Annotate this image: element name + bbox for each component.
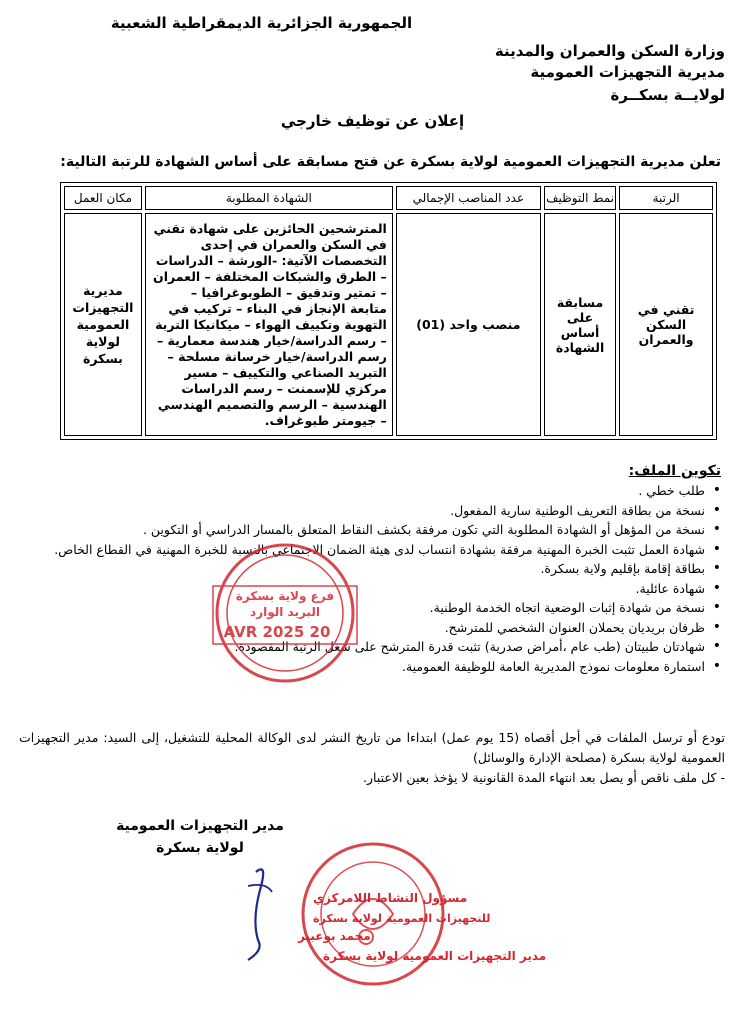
header-certificate: الشهادة المطلوبة — [145, 186, 393, 210]
cell-posts: منصب واحد (01) — [396, 213, 541, 436]
table-row — [64, 213, 713, 436]
table-header-row — [64, 186, 713, 210]
list-item: • شهادة عائلية. — [5, 579, 705, 599]
svg-text:مسؤول النشاط اللامركزي: مسؤول النشاط اللامركزي — [313, 891, 468, 905]
deposit-text: تودع أو ترسل الملفات في أجل أقصاه (15 يوم عمل) ابتداءا من تاريخ النشر لدى الوكالة المحلية للتشغيل، إلى السيد: مدير التجهيزات العمومية لولاية بسكرة (مصلحة الإدارة والوسائل) — [19, 730, 725, 765]
signature-title: مدير التجهيزات العمومية — [116, 818, 284, 834]
cell-place: مديرية التجهيزات العمومية لولاية بسكرة — [64, 213, 142, 436]
director-stamp — [138, 842, 547, 992]
announcement-intro: تعلن مديرية التجهيزات العمومية لولاية بسكرة عن فتح مسابقة على أساس الشهادة للرتبة التالية: — [60, 154, 721, 170]
svg-text:مدير التجهيزات العمومية لولاية: مدير التجهيزات العمومية لولاية بسكرة — [323, 949, 547, 963]
cell-mode: مسابقة على أساس الشهادة — [544, 213, 616, 436]
signature-wilaya: لولاية بسكرة — [156, 840, 244, 856]
cell-grade: تقني في السكن والعمران — [619, 213, 713, 436]
list-item: • استمارة معلومات نموذج المديرية العامة للوظيفة العمومية. — [5, 657, 705, 677]
wilaya-heading: لولايــة بسكــرة — [610, 86, 725, 104]
list-item: • شهادتان طبيتان (طب عام ،أمراض صدرية) تثبت قدرة المترشح على شغل الرتبة المقصودة. — [5, 637, 705, 657]
directorate-heading: مديرية التجهيزات العمومية — [530, 63, 725, 81]
list-item: • ظرفان بريديان يحملان العنوان الشخصي للمترشح. — [5, 618, 705, 638]
list-item: • شهادة العمل تثبت الخبرة المهنية مرفقة بشهادة انتساب لدى هيئة الضمان الاجتماعي بالنسبة للخبرة المهنية في القطاع الخاص. — [5, 540, 705, 560]
announcement-title: إعلان عن توظيف خارجي — [280, 112, 465, 130]
list-item: • نسخة من شهادة إثبات الوضعية اتجاه الخدمة الوطنية. — [5, 598, 705, 618]
header-place: مكان العمل — [64, 186, 142, 210]
svg-text:البريد الوارد: البريد الوارد — [250, 605, 320, 619]
ministry-heading: وزارة السكن والعمران والمدينة — [494, 42, 725, 60]
svg-text:فرع ولاية بسكرة: فرع ولاية بسكرة — [235, 589, 335, 603]
svg-text:20 AVR 2025: 20 AVR 2025 — [223, 623, 331, 641]
deposit-note: - كل ملف ناقص أو يصل بعد انتهاء المدة القانونية لا يؤخذ بعين الاعتبار. — [363, 770, 725, 785]
header-grade: الرتبة — [619, 186, 713, 210]
header-mode: نمط التوظيف — [544, 186, 616, 210]
deposit-instructions — [19, 728, 725, 788]
header-posts: عدد المناصب الإجمالي — [396, 186, 541, 210]
received-stamp — [165, 538, 405, 688]
list-item: • طلب خطي . — [5, 481, 705, 501]
file-section-title: تكوين الملف: — [628, 463, 721, 479]
cell-certificate: المترشحين الحائزين على شهادة تقني في السكن والعمران في إحدى التخصصات الآتية: -الورشة – الدراسات – الطرق والشبكات المختلفة – العمران – تمتير وتدقيق – الطوبوغرافيا – متابعة الإنجاز في البناء – تركيب في التهوية وتكييف الهواء – ميكانيكا التربة – رسم الدراسة/خيار هندسة معمارية – رسم الدراسة/خيار خرسانة مسلحة – التبريد الصناعي والتكييف – مسير مركزي للإسمنت – رسم الدراسات الهندسية – الرسم والتصميم الهندسي – جيومتر طبوغراف. — [145, 213, 393, 436]
list-item: • نسخة من بطاقة التعريف الوطنية سارية المفعول. — [5, 501, 705, 521]
positions-table — [60, 182, 717, 440]
list-item: • نسخة من المؤهل أو الشهادة المطلوبة التي تكون مرفقة بكشف النقاط المتعلق بالمسار الدراسي أو التكوين . — [5, 520, 705, 540]
list-item: • بطاقة إقامة بإقليم ولاية بسكرة. — [5, 559, 705, 579]
republic-heading: الجمهورية الجزائرية الديمقراطية الشعبية — [110, 14, 413, 32]
svg-text:للتجهيزات العمومية لولاية بسكر: للتجهيزات العمومية لولاية بسكرة — [313, 912, 491, 925]
svg-text:محمد بوعبير: محمد بوعبير — [298, 929, 371, 943]
